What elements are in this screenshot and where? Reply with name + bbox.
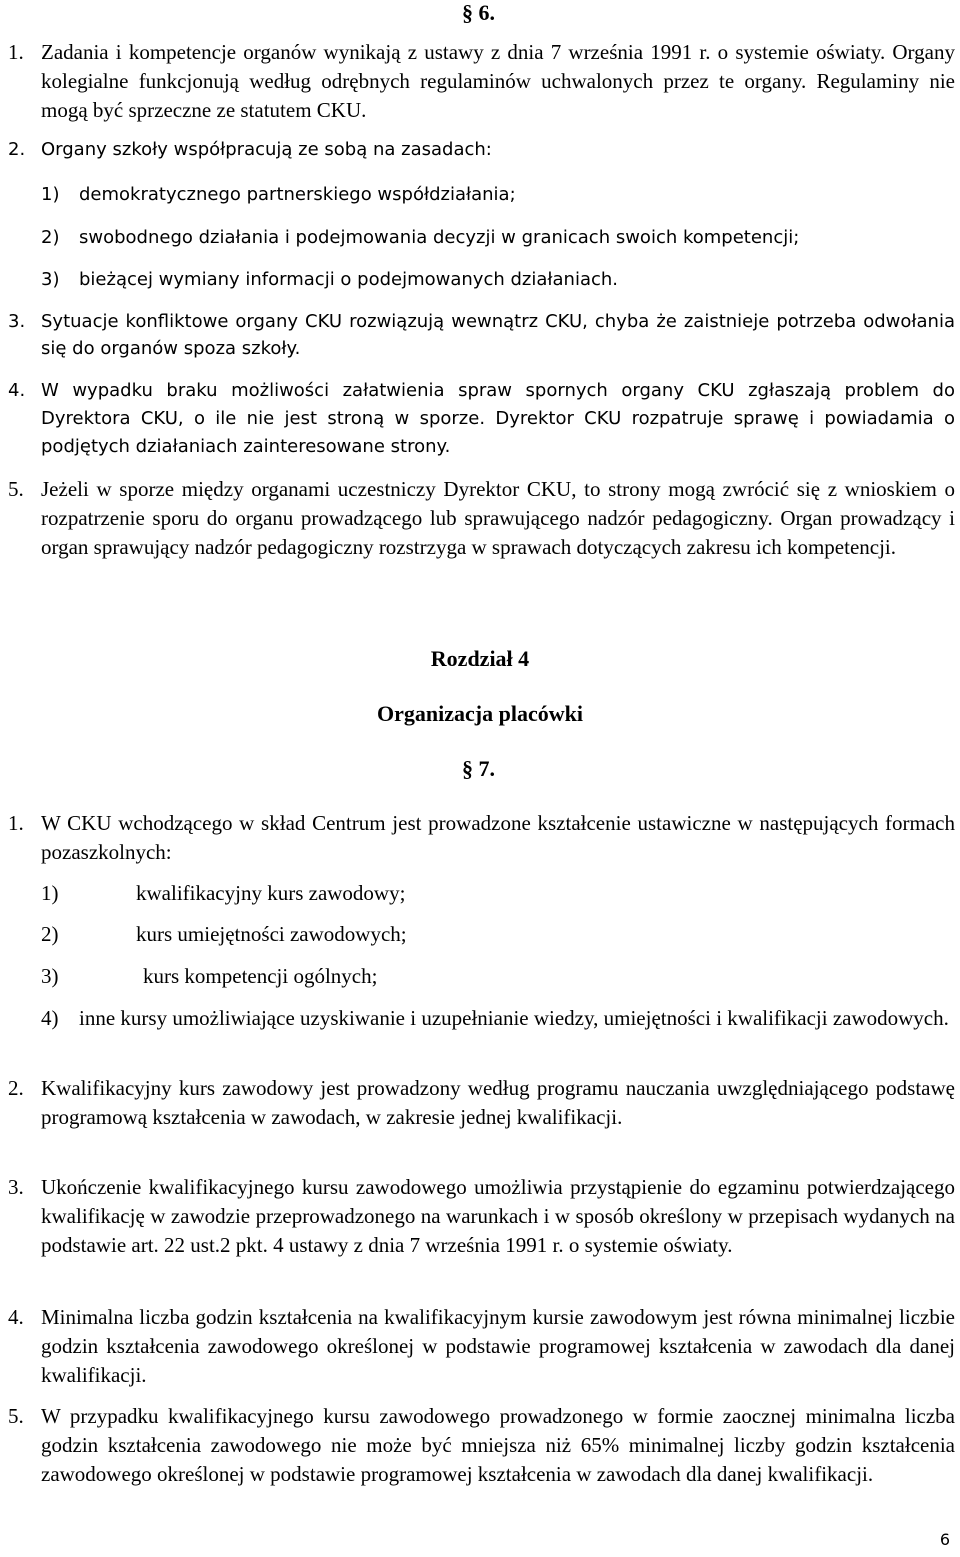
section-7-item-2	[0, 1074, 960, 1132]
item-number: 3.	[8, 311, 26, 332]
section-6-item-1	[0, 38, 960, 125]
item-number: 5.	[8, 477, 24, 501]
section-7-subitem-2	[0, 920, 960, 949]
subitem-text: kurs umiejętności zawodowych;	[136, 922, 407, 946]
section-7-subitem-1	[0, 879, 960, 908]
section-7-item-1	[0, 809, 960, 867]
item-number: 2.	[8, 139, 26, 160]
subitem-text: bieżącej wymiany informacji o podejmowanych działaniach.	[79, 269, 618, 290]
section-6-subitem-1	[0, 182, 960, 208]
subitem-text: inne kursy umożliwiające uzyskiwanie i uzupełnianie wiedzy, umiejętności i kwalifikacji zawodowych.	[79, 1006, 949, 1030]
section-6-item-3	[0, 308, 960, 362]
item-text: Minimalna liczba godzin kształcenia na kwalifikacyjnym kursie zawodowym jest równa minimalnej liczbie godzin kształcenia zawodowego określonej w podstawie programowej kształcenia w zawodach dla danej kwalifikacji.	[41, 1305, 955, 1387]
subitem-text: swobodnego działania i podejmowania decyzji w granicach swoich kompetencji;	[79, 227, 800, 248]
item-number: 4.	[8, 380, 26, 401]
section-7-mark: § 7.	[462, 756, 495, 781]
subitem-number: 3)	[41, 269, 60, 290]
item-text: Sytuacje konfliktowe organy CKU rozwiązują wewnątrz CKU, chyba że zaistnieje potrzeba odwołania się do organów spoza szkoły.	[41, 311, 955, 359]
subitem-number: 1)	[41, 184, 60, 205]
chapter-subtitle: Organizacja placówki	[377, 701, 583, 726]
item-number: 5.	[8, 1404, 24, 1428]
subitem-number: 3)	[41, 964, 59, 988]
section-6-subitem-3	[0, 267, 960, 293]
item-text: W przypadku kwalifikacyjnego kursu zawodowego prowadzonego w formie zaocznej minimalna liczba godzin kształcenia zawodowego nie może być mniejsza niż 65% minimalnej liczby godzin kształcenia zawodowego określonej w podstawie programowej kształcenia w zawodach dla danej kwalifikacji.	[41, 1404, 955, 1486]
item-number: 4.	[8, 1305, 24, 1329]
item-number: 1.	[8, 811, 24, 835]
page-number: 6	[939, 1530, 950, 1549]
subitem-number: 2)	[41, 922, 59, 946]
section-6-mark: § 6.	[462, 0, 495, 25]
subitem-number: 1)	[41, 881, 59, 905]
subitem-text: demokratycznego partnerskiego współdziałania;	[79, 184, 516, 205]
section-6-item-5	[0, 475, 960, 562]
item-text: W CKU wchodzącego w skład Centrum jest prowadzone kształcenie ustawiczne w następujących formach pozaszkolnych:	[41, 811, 955, 864]
section-6-subitem-2	[0, 225, 960, 251]
subitem-text: kurs kompetencji ogólnych;	[143, 964, 378, 988]
section-7-item-4	[0, 1303, 960, 1390]
item-text: W wypadku braku możliwości załatwienia spraw spornych organy CKU zgłaszają problem do Dyrektora CKU, o ile nie jest stroną w sporze. Dyrektor CKU rozpatruje sprawę i powiadamia o podjętych działaniach zainteresowane strony.	[41, 380, 955, 457]
subitem-number: 2)	[41, 227, 60, 248]
section-7-subitem-3	[0, 962, 960, 991]
subitem-text: kwalifikacyjny kurs zawodowy;	[136, 881, 406, 905]
section-7-subitem-4	[0, 1004, 960, 1033]
section-6-item-2	[0, 137, 960, 163]
section-6-item-4	[0, 377, 960, 461]
item-text: Zadania i kompetencje organów wynikają z ustawy z dnia 7 września 1991 r. o systemie oświaty. Organy kolegialne funkcjonują według odrębnych regulaminów uchwalonych przez te organy. Regulaminy nie mogą być sprzeczne ze statutem CKU.	[41, 40, 955, 122]
chapter-title: Rozdział 4	[430, 646, 530, 671]
item-number: 3.	[8, 1175, 24, 1199]
item-text: Jeżeli w sporze między organami uczestniczy Dyrektor CKU, to strony mogą zwrócić się z wnioskiem o rozpatrzenie sporu do organu prowadzącego lub sprawującego nadzór pedagogiczny. Organ prowadzący i organ sprawujący nadzór pedagogiczny rozstrzyga w sprawach dotyczących zakresu ich kompetencji.	[41, 477, 955, 559]
item-number: 2.	[8, 1076, 24, 1100]
item-text: Kwalifikacyjny kurs zawodowy jest prowadzony według programu nauczania uwzględniającego podstawę programową kształcenia w zawodach, w zakresie jednej kwalifikacji.	[41, 1076, 955, 1129]
section-7-item-3	[0, 1173, 960, 1260]
section-7-item-5	[0, 1402, 960, 1489]
item-text: Organy szkoły współpracują ze sobą na zasadach:	[41, 139, 492, 160]
item-number: 1.	[8, 40, 24, 64]
item-text: Ukończenie kwalifikacyjnego kursu zawodowego umożliwia przystąpienie do egzaminu potwierdzającego kwalifikację w zawodzie przeprowadzonego na warunkach i w sposób określony w przepisach wydanych na podstawie art. 22 ust.2 pkt. 4 ustawy z dnia 7 września 1991 r. o systemie oświaty.	[41, 1175, 955, 1257]
subitem-number: 4)	[41, 1006, 59, 1030]
